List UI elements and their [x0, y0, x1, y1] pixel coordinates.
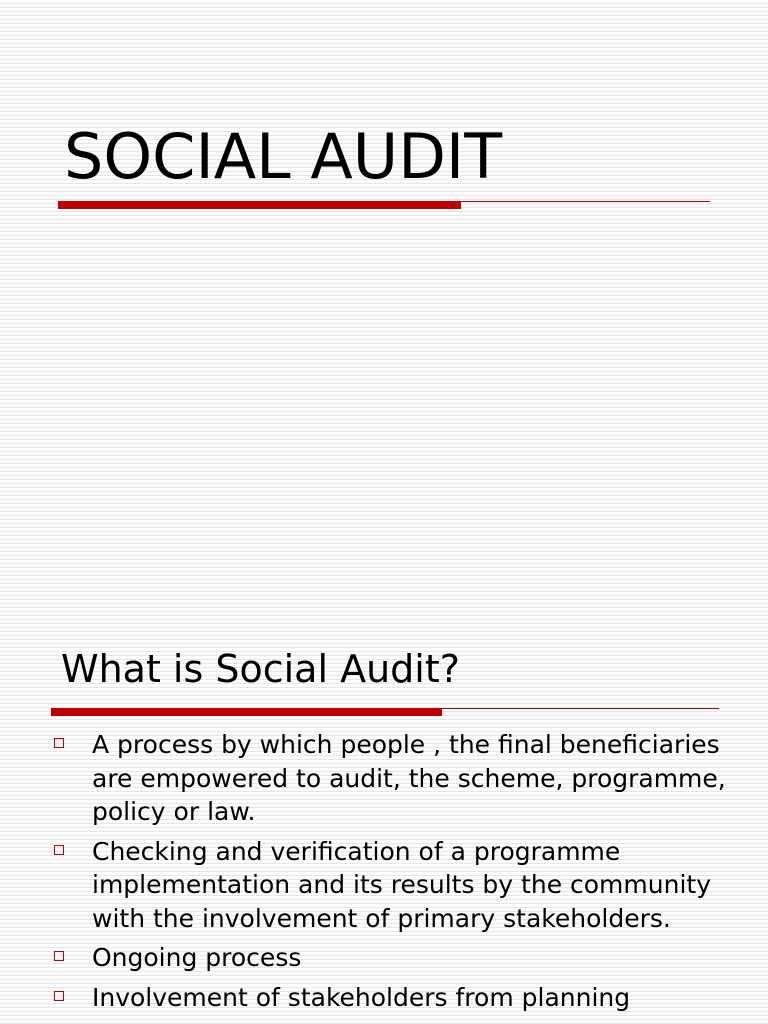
title-underline-thin: [461, 201, 710, 202]
heading-underline-thick: [51, 708, 442, 716]
bullet-text: Involvement of stakeholders from planning: [92, 982, 631, 1012]
bullet-item: [0, 728, 768, 829]
heading-underline-thin: [442, 708, 719, 709]
title-underline-thick: [58, 201, 461, 209]
hollow-square-icon: [54, 991, 64, 1001]
slide-title: SOCIAL AUDIT: [64, 120, 503, 193]
bullet-text: Checking and verification of a programme implementation and its results by the community with the involvement of primary stakeholders.: [92, 836, 711, 933]
hollow-square-icon: [54, 738, 64, 748]
bullet-item: [0, 981, 768, 1015]
slide-heading: What is Social Audit?: [61, 647, 460, 691]
bullet-list: [0, 728, 768, 1020]
content-slide: [0, 628, 768, 1024]
bullet-item: [0, 941, 768, 975]
hollow-square-icon: [54, 845, 64, 855]
bullet-text: A process by which people , the final beneficiaries are empowered to audit, the scheme, programme, policy or law.: [92, 730, 726, 826]
bullet-text: Ongoing process: [92, 943, 302, 972]
hollow-square-icon: [54, 951, 64, 961]
bullet-item: [0, 835, 768, 936]
